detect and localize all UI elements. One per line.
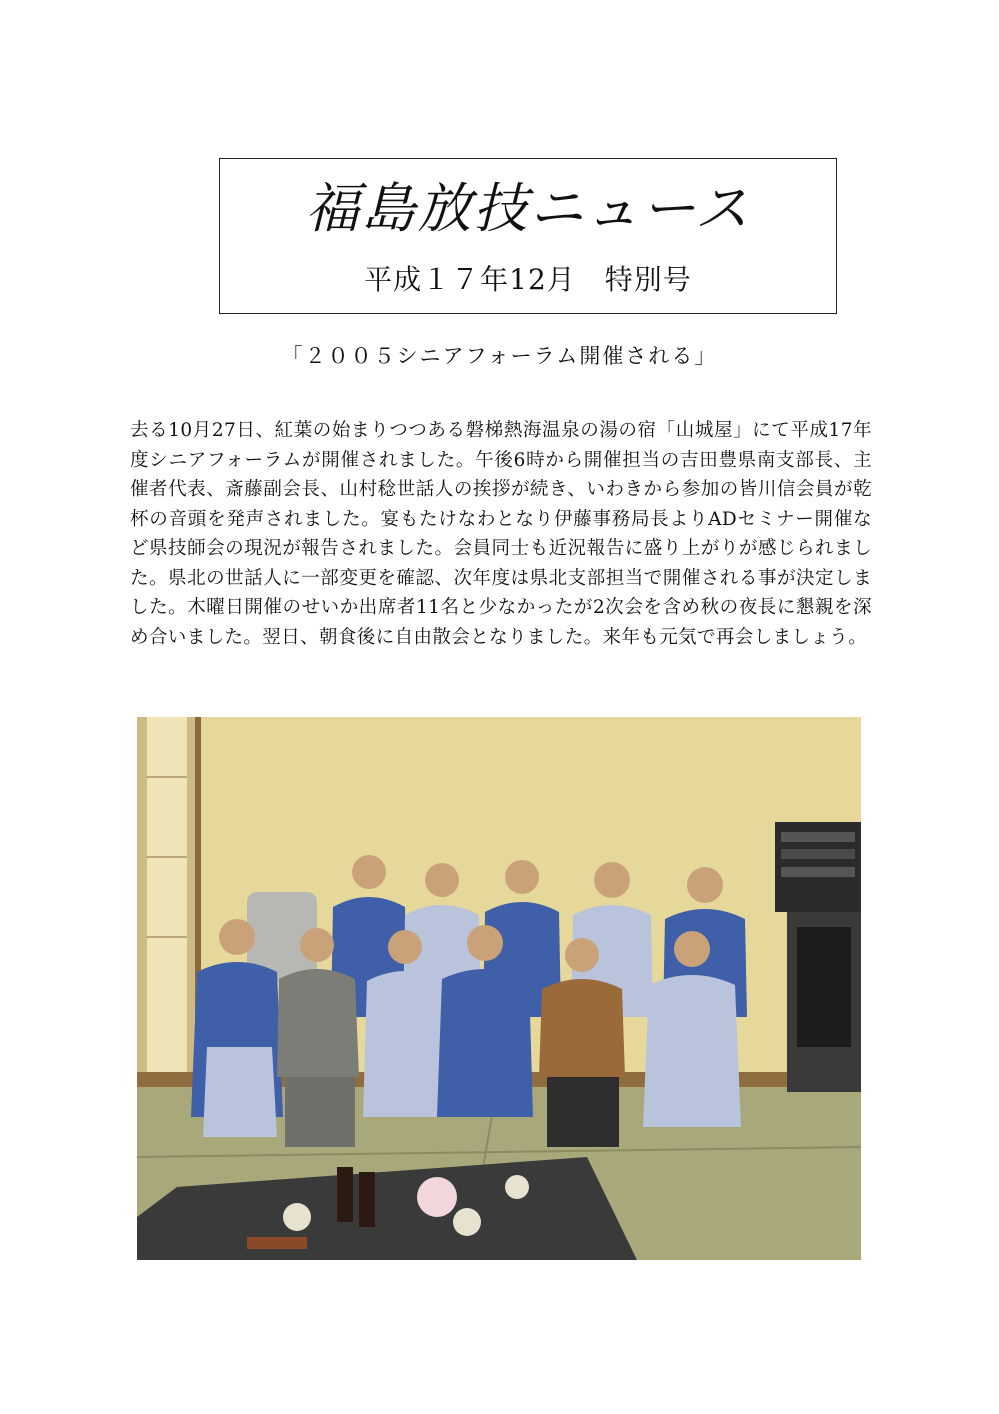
article-body: 去る10月27日、紅葉の始まりつつある磐梯熱海温泉の湯の宿「山城屋」にて平成17年度シニアフォーラムが開催されました。午後6時から開催担当の吉田豊県南支部長、主催者代表、斎藤副会長、山村稔世話人の挨拶が続き、いわきから参加の皆川信会員が乾杯の音頭を発声されました。宴もたけなわとなり伊藤事務局長よりADセミナー開催など県技師会の現況が報告されました。会員同士も近況報告に盛り上がりが感じられました。県北の世話人に一部変更を確認、次年度は県北支部担当で開催される事が決定しました。木曜日開催のせいか出席者11名と少なかったが2次会を含め秋の夜長に懇親を深め合いました。翌日、朝食後に自由散会となりました。来年も元気で再会しましょう。 — [130, 420, 872, 648]
article-headline: 「２００５シニアフォーラム開催される」 — [281, 344, 718, 368]
group-photo — [137, 717, 861, 1260]
newsletter-title-box — [219, 158, 837, 314]
newsletter-issue: 平成１７年12月 特別号 — [364, 263, 692, 296]
newsletter-title: 福島放技ニュース — [305, 177, 751, 240]
